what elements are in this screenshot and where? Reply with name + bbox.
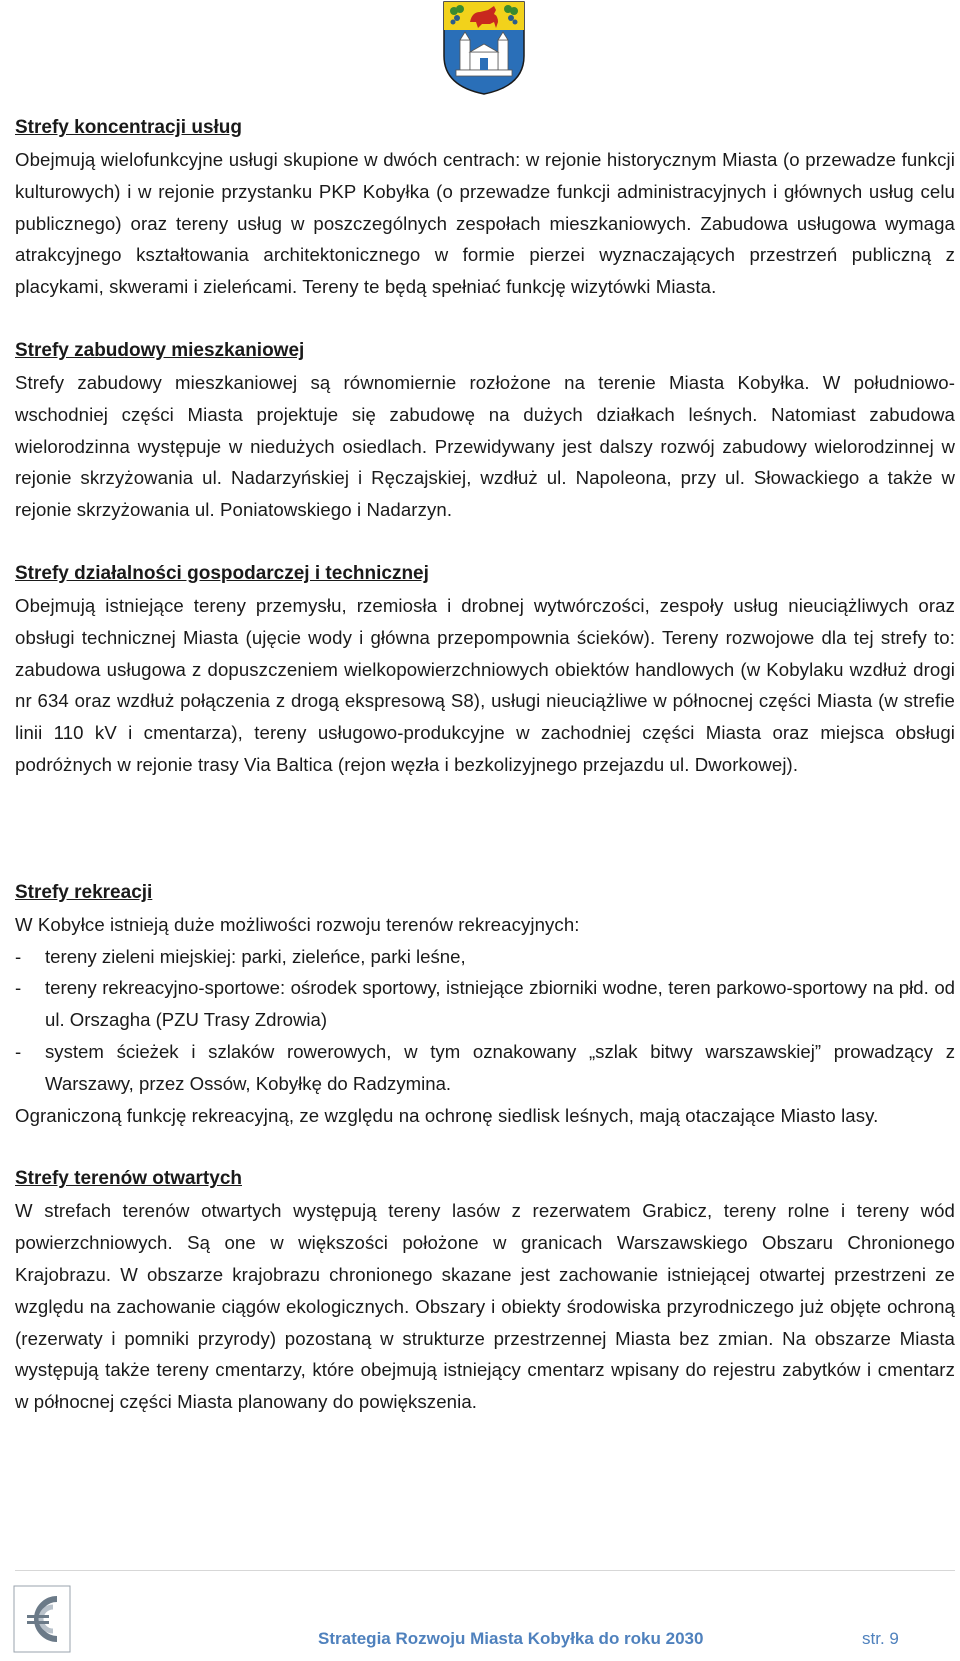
bullet-list: [15, 941, 955, 1100]
document-body: [15, 112, 955, 1418]
section-rekreacja: [15, 877, 955, 1132]
section-heading: Strefy zabudowy mieszkaniowej: [15, 339, 305, 361]
section-mieszkaniowa: [15, 335, 955, 526]
section-paragraph: Obejmują istniejące tereny przemysłu, rzemiosła i drobnej wytwórczości, zespoły usług nieuciążliwych oraz obsługi technicznej Miasta (ujęcie wody i główna przepompownia ścieków). Tereny rozwojowe dla tej strefy to: zabudowa usługowa z dopuszczeniem wielkopowierzchniowych obiektów handlowych (w Kobylaku wzdłuż drogi nr 634 oraz wzdłuż połączenia z drogą ekspresową S8), usługi nieuciążliwe w północnej części Miasta (w strefie linii 110 kV i cmentarza), tereny usługowo-produkcyjne w zachodniej części Miasta oraz miejsca obsługi podróżnych w rejonie trasy Via Baltica (rejon węzła i bezkolizyjnego przejazdu ul. Dworkowej).: [15, 594, 955, 775]
section-paragraph: Strefy zabudowy mieszkaniowej są równomiernie rozłożone na terenie Miasta Kobyłka. W południowo-wschodniej części Miasta projektuje się zabudowę na dużych działkach leśnych. Natomiast zabudowa wielorodzinna występuje w niedużych osiedlach. Przewidywany jest dalszy rozwój zabudowy wielorodzinnej w rejonie skrzyżowania ul. Nadarzyńskiej i Ręczajskiej, wzdłuż ul. Napoleona, przy ul. Słowackiego a także w rejonie skrzyżowania ul. Poniatowskiego i Nadarzyn.: [15, 371, 955, 521]
section-closing: Ograniczoną funkcję rekreacyjną, ze względu na ochronę siedlisk leśnych, mają otaczające Miasto lasy.: [15, 1104, 879, 1126]
section-gospodarcza: [15, 558, 955, 781]
strategy-logo-icon: [13, 1585, 71, 1653]
list-item: - system ścieżek i szlaków rowerowych, w tym oznakowany „szlak bitwy warszawskiej” prowadzący z Warszawy, przez Ossów, Kobyłkę do Radzymina.: [15, 1040, 955, 1094]
section-paragraph: W strefach terenów otwartych występują tereny lasów z rezerwatem Grabicz, tereny rolne i tereny wód powierzchniowych. Są one w większości położone w granicach Warszawskiego Obszaru Chronionego Krajobrazu. W obszarze krajobrazu chronionego skazane jest zachowanie istniejącej otwartej przestrzeni ze względu na zachowanie ciągów ekologicznych. Obszary i obiekty środowiska przyrodniczego już objęte ochroną (rezerwaty i pomniki przyrody) pozostaną w strukturze przestrzennej Miasta bez zmian. Na obszarze Miasta występują także tereny cmentarzy, które obejmują istniejący cmentarz wpisany do rejestru zabytków i cmentarz w północnej części Miasta planowany do powiększenia.: [15, 1200, 955, 1413]
footer-divider: [15, 1570, 955, 1571]
section-heading: Strefy koncentracji usług: [15, 117, 243, 138]
page-number: str. 9: [862, 1629, 899, 1648]
section-heading: Strefy rekreacji: [15, 881, 153, 903]
section-heading: Strefy działalności gospodarczej i technicznej: [15, 562, 429, 584]
section-intro: W Kobyłce istnieją duże możliwości rozwoju terenów rekreacyjnych:: [15, 913, 580, 935]
section-heading: Strefy terenów otwartych: [15, 1168, 242, 1190]
list-item: - tereny zieleni miejskiej: parki, zieleńce, parki leśne,: [15, 945, 466, 967]
footer-title: Strategia Rozwoju Miasta Kobyłka do roku 2030: [318, 1629, 704, 1648]
section-paragraph: Obejmują wielofunkcyjne usługi skupione w dwóch centrach: w rejonie historycznym Miasta (o przewadze funkcji kulturowych) i w rejonie przystanku PKP Kobyłka (o przewadze funkcji administracyjnych i głównych usług celu publicznego) oraz tereny usług w poszczególnych zespołach mieszkaniowych. Zabudowa usługowa wymaga atrakcyjnego kształtowania architektonicznego w formie pierzei wyznaczających przestrzeń publiczną z placykami, skwerami i zieleńcami. Tereny te będą spełniać funkcję wizytówki Miasta.: [15, 149, 955, 298]
list-item: - tereny rekreacyjno-sportowe: ośrodek sportowy, istniejące zbiorniki wodne, teren parkowo-sportowy na płd. od ul. Orszagha (PZU Trasy Zdrowia): [15, 977, 955, 1031]
section-tereny-otwarte: [15, 1163, 955, 1418]
coat-of-arms-icon: [442, 0, 526, 96]
section-uslugi: [15, 112, 955, 303]
